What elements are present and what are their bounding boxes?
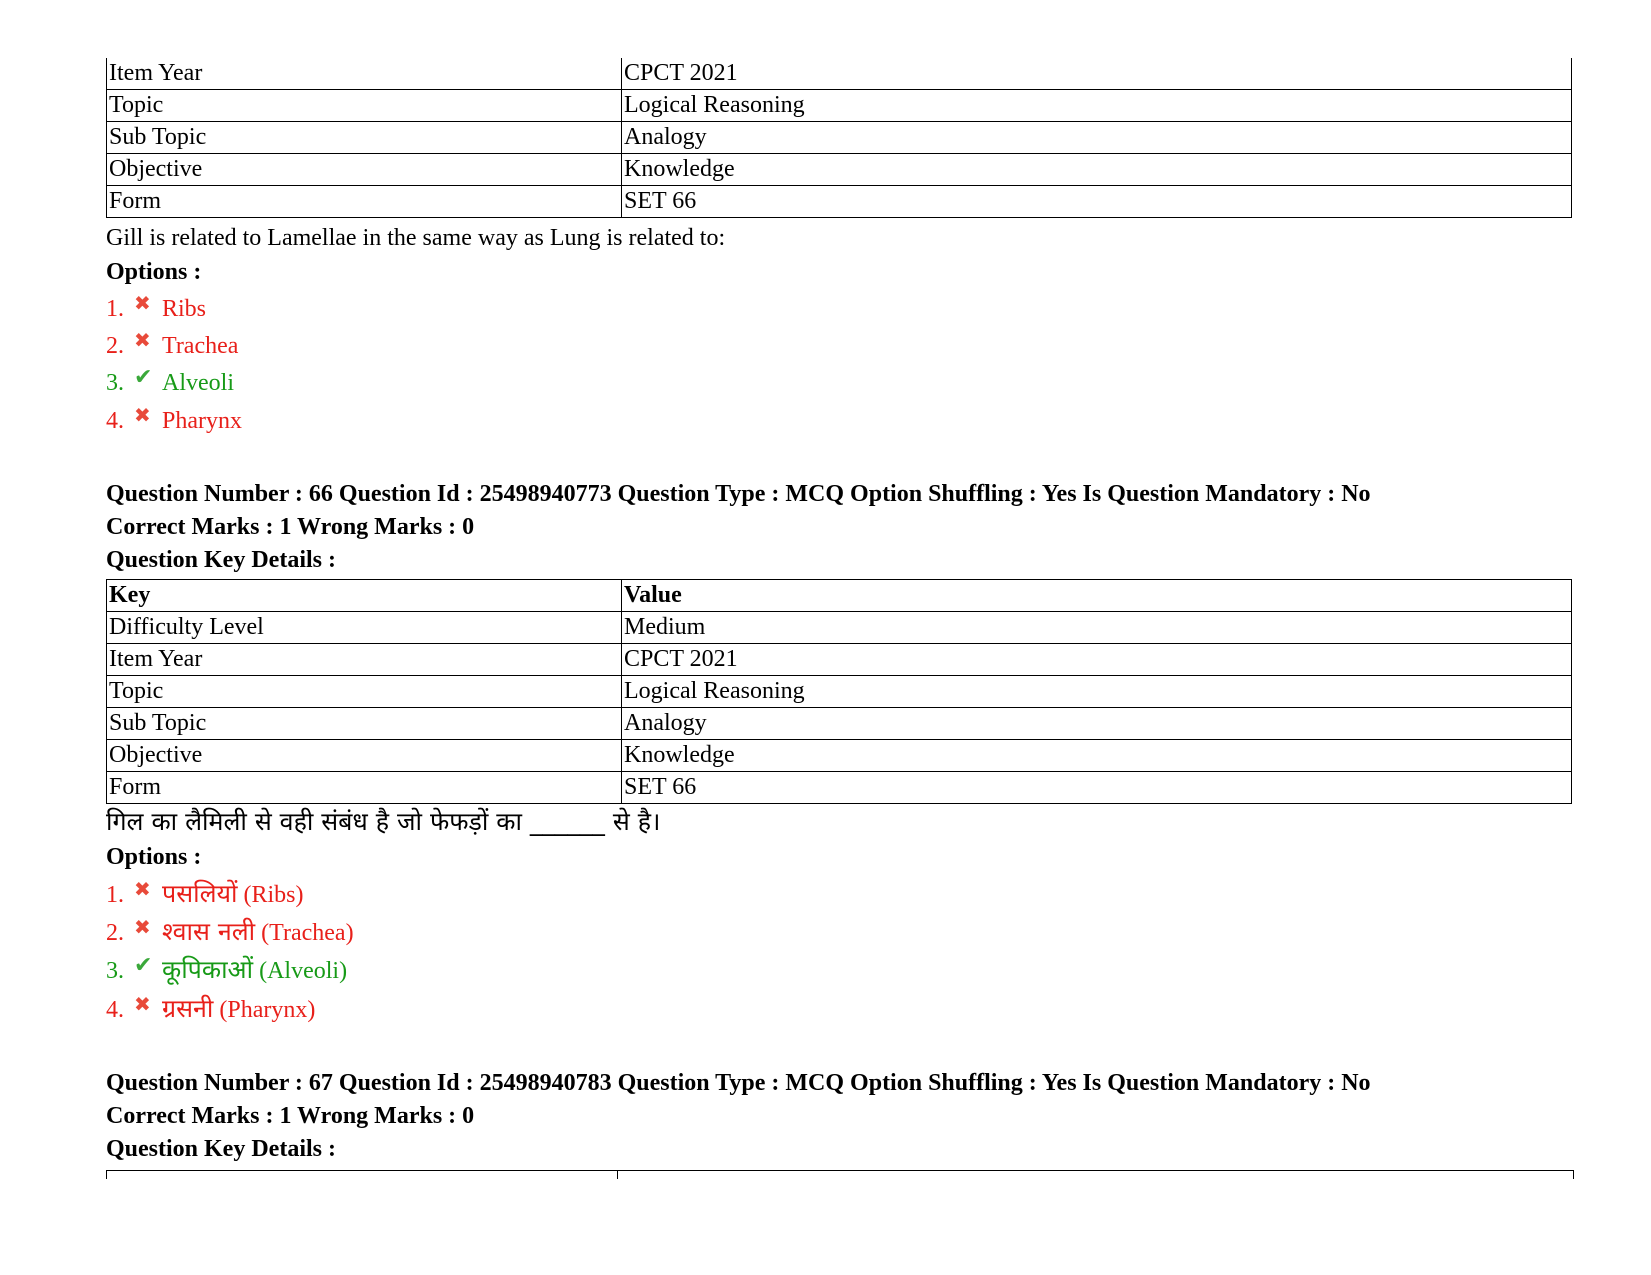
option-number: 4. (106, 408, 124, 434)
q66-question-text: गिल का लैमिली से वही संबंध है जो फेफड़ों का ______ से है। (106, 807, 661, 836)
key-cell: Form (107, 772, 622, 804)
cross-icon: ✖ (134, 877, 151, 901)
q65-key-table (106, 58, 1572, 218)
key-cell: Form (107, 186, 622, 218)
q65-option-2 (106, 328, 1572, 361)
option-number: 3. (106, 370, 124, 396)
key-cell: Difficulty Level (107, 612, 622, 644)
table-row (107, 122, 1572, 154)
key-cell: Objective (107, 154, 622, 186)
cross-icon: ✖ (134, 915, 151, 939)
q66-option-4 (106, 994, 1572, 1025)
key-cell: Objective (107, 740, 622, 772)
column-divider (617, 1171, 618, 1179)
value-cell: Knowledge (622, 740, 1572, 772)
key-cell: Item Year (107, 644, 622, 676)
q65-option-3 (106, 365, 1572, 399)
value-cell: SET 66 (622, 772, 1572, 804)
value-cell: SET 66 (622, 186, 1572, 218)
cross-icon: ✖ (134, 291, 151, 315)
option-number: 4. (106, 997, 124, 1023)
key-cell: Topic (107, 90, 622, 122)
option-text: Ribs (162, 296, 207, 322)
table-row (107, 644, 1572, 676)
cross-icon: ✖ (134, 992, 151, 1016)
table-header-row (107, 580, 1572, 612)
value-cell: Analogy (622, 708, 1572, 740)
option-hindi-text: श्वास नली (162, 917, 256, 946)
q65-option-1 (106, 291, 1572, 324)
q66-option-2 (106, 917, 1572, 948)
option-english-text: (Alveoli) (259, 958, 348, 984)
value-cell: Analogy (622, 122, 1572, 154)
q65-option-4 (106, 403, 1572, 436)
option-number: 3. (106, 958, 124, 984)
value-cell: Medium (622, 612, 1572, 644)
option-hindi-text: ग्रसनी (162, 994, 214, 1023)
q66-key-details-label: Question Key Details : (106, 547, 336, 573)
q66-options-label: Options : (106, 844, 202, 870)
table-row (107, 740, 1572, 772)
table-row (107, 772, 1572, 804)
option-number: 2. (106, 920, 124, 946)
option-number: 1. (106, 296, 124, 322)
header-value: Value (622, 580, 1572, 612)
check-icon: ✔ (134, 953, 153, 978)
document-page (106, 58, 1572, 1179)
key-cell: Sub Topic (107, 708, 622, 740)
q67-key-table-partial (106, 1170, 1574, 1179)
q66-key-table (106, 579, 1572, 804)
q67-meta-line-1: Question Number : 67 Question Id : 25498940783 Question Type : MCQ Option Shuffling : Yes Is Question Mandatory : No (106, 1070, 1371, 1096)
value-cell: Logical Reasoning (622, 676, 1572, 708)
option-hindi-text: पसलियों (162, 879, 238, 908)
q66-option-3 (106, 955, 1572, 987)
value-cell: CPCT 2021 (622, 58, 1572, 90)
option-hindi-text: कूपिकाओं (162, 955, 254, 984)
option-text: Alveoli (162, 370, 234, 396)
option-english-text: (Pharynx) (219, 997, 316, 1023)
check-icon: ✔ (134, 365, 153, 390)
table-row (107, 186, 1572, 218)
value-cell: Logical Reasoning (622, 90, 1572, 122)
value-cell: Knowledge (622, 154, 1572, 186)
option-english-text: (Ribs) (243, 882, 304, 908)
option-text: Trachea (162, 333, 239, 359)
q65-question-text: Gill is related to Lamellae in the same way as Lung is related to: (106, 225, 726, 251)
table-row (107, 154, 1572, 186)
q67-meta-line-2: Correct Marks : 1 Wrong Marks : 0 (106, 1103, 475, 1129)
table-row (107, 58, 1572, 90)
q66-option-1 (106, 879, 1572, 910)
option-text: Pharynx (162, 408, 242, 434)
option-number: 2. (106, 333, 124, 359)
cross-icon: ✖ (134, 403, 151, 427)
key-cell: Topic (107, 676, 622, 708)
key-cell: Sub Topic (107, 122, 622, 154)
q67-key-details-label: Question Key Details : (106, 1136, 336, 1162)
table-row (107, 612, 1572, 644)
header-key: Key (107, 580, 622, 612)
q66-meta-line-2: Correct Marks : 1 Wrong Marks : 0 (106, 514, 475, 540)
table-row (107, 708, 1572, 740)
table-row (107, 90, 1572, 122)
value-cell: CPCT 2021 (622, 644, 1572, 676)
q66-meta-line-1: Question Number : 66 Question Id : 25498940773 Question Type : MCQ Option Shuffling : Yes Is Question Mandatory : No (106, 481, 1371, 507)
option-english-text: (Trachea) (261, 920, 354, 946)
key-cell: Item Year (107, 58, 622, 90)
cross-icon: ✖ (134, 328, 151, 352)
table-row (107, 676, 1572, 708)
option-number: 1. (106, 882, 124, 908)
q65-options-label: Options : (106, 259, 202, 285)
